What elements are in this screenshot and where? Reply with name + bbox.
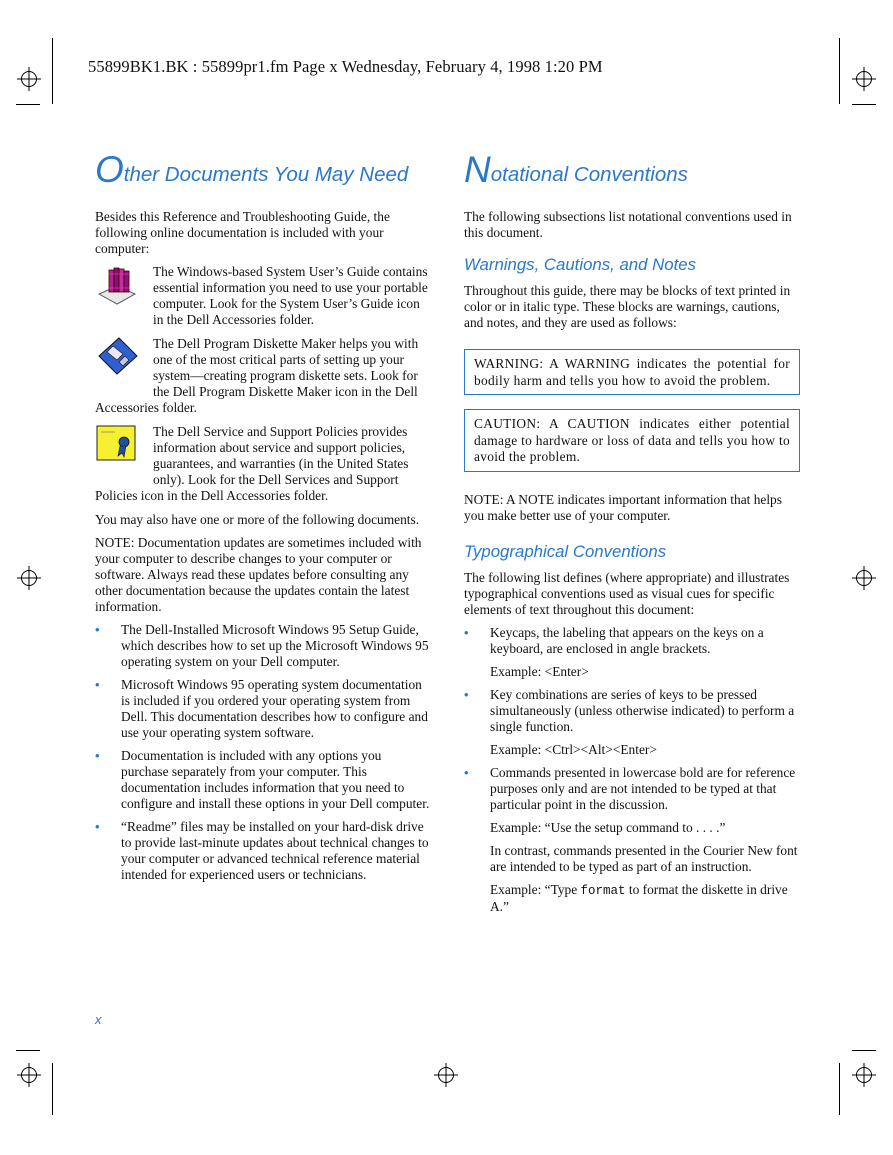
- warnings-intro: Throughout this guide, there may be blocks of text printed in color or in italic type. These blocks are warnings, cautions, and notes, and they are used as follows:: [464, 283, 791, 330]
- bullet-icon: •: [95, 819, 100, 834]
- registration-mark-icon: [852, 1063, 876, 1087]
- icon-item-users-guide: The Windows-based System User’s Guide contains essential information you need to use your portable computer. Look for the System User’s Guide icon in the Dell Accessories folder.: [95, 264, 430, 328]
- bullet-icon: •: [464, 624, 469, 640]
- right-column: [464, 150, 800, 922]
- list-item: • Keycaps, the labeling that appears on the keys on a keyboard, are enclosed in angle brackets. Example: <Enter>: [464, 625, 800, 680]
- bullet-icon: •: [95, 748, 100, 763]
- subsection-title-warnings: Warnings, Cautions, and Notes: [464, 255, 696, 274]
- example-text: Example: “Use the setup command to . . . .”: [490, 819, 726, 835]
- list-item: • Microsoft Windows 95 operating system documentation is included if you ordered your operating system from Dell. This documentation describes how to configure and use your operating system software.: [95, 677, 428, 740]
- registration-mark-icon: [17, 1063, 41, 1087]
- note-paragraph: NOTE: Documentation updates are sometimes included with your computer to describe changes to your computer or software. Always read these updates before consulting any other documentation because the updates contain the latest information.: [95, 535, 422, 614]
- subsection-title-typographical: Typographical Conventions: [464, 541, 667, 561]
- registration-mark-icon: [17, 67, 41, 91]
- icon-item-diskette-maker: The Dell Program Diskette Maker helps you with one of the most critical parts of setting up your system—creating program diskette sets. Look for the Dell Program Diskette Maker icon in the Dell Accessories folder.: [95, 336, 419, 415]
- documents-list: [95, 622, 430, 883]
- certificate-icon: [95, 424, 153, 474]
- list-item: • Commands presented in lowercase bold are for reference purposes only and are not intended to be typed at that particular point in the discussion. Example: “Use the setup command to . . . .” In contrast, commands presented in the Courier New font are intended to be typed as part of an instruction. Example: “Type format to format the diskette in drive A.”: [464, 765, 800, 915]
- icon-item-service-policies: The Dell Service and Support Policies provides information about service and support policies, guarantees, and warranties (in the United States only). Look for the Dell Services and Support Policies icon in the Dell Accessories folder.: [95, 424, 409, 503]
- section-title-notational-conventions: Notational Conventions: [464, 149, 688, 190]
- conventions-list: [464, 625, 800, 915]
- list-item: • Documentation is included with any options you purchase separately from your computer. This documentation includes information that you need to configure and install these options in your Dell computer.: [95, 748, 430, 811]
- section-title-other-documents: Other Documents You May Need: [95, 149, 409, 190]
- typographical-intro: The following list defines (where appropriate) and illustrates typographical conventions used as visual cues for specific elements of text throughout this document:: [464, 569, 790, 617]
- list-item: • Key combinations are series of keys to be pressed simultaneously (unless otherwise indicated) to perform a single function. Example: <Ctrl><Alt><Enter>: [464, 687, 800, 758]
- bullet-icon: •: [464, 764, 469, 780]
- diskette-icon: [95, 336, 153, 386]
- registration-mark-icon: [852, 67, 876, 91]
- intro-paragraph: The following subsections list notational conventions used in this document.: [464, 209, 792, 240]
- bullet-icon: •: [95, 677, 100, 692]
- page-header: 55899BK1.BK : 55899pr1.fm Page x Wednesday, February 4, 1998 1:20 PM: [88, 57, 603, 76]
- warning-box: WARNING: A WARNING indicates the potential for bodily harm and tells you how to avoid the problem.: [464, 349, 800, 395]
- note-paragraph: NOTE: A NOTE indicates important information that helps you make better use of your computer.: [464, 491, 782, 523]
- left-column: [95, 150, 430, 890]
- registration-mark-icon: [17, 566, 41, 590]
- example-text: Example: <Enter>: [490, 663, 589, 679]
- bullet-icon: •: [464, 686, 469, 702]
- registration-mark-icon: [852, 566, 876, 590]
- bullet-icon: •: [95, 622, 100, 637]
- list-item: • “Readme” files may be installed on your hard-disk drive to provide last-minute updates about technical changes to your computer or advanced technical reference material intended for experienced users or technicians.: [95, 819, 429, 882]
- contrast-paragraph: In contrast, commands presented in the Courier New font are intended to be typed as part of an instruction.: [490, 842, 798, 874]
- more-documents-paragraph: You may also have one or more of the following documents.: [95, 512, 420, 527]
- example-text: Example: <Ctrl><Alt><Enter>: [490, 741, 657, 757]
- page-number: x: [95, 1012, 102, 1027]
- example-text: Example: “Type format to format the diskette in drive A.”: [490, 881, 788, 914]
- list-item: • The Dell-Installed Microsoft Windows 95 Setup Guide, which describes how to set up the Microsoft Windows 95 operating system on your Dell computer.: [95, 622, 429, 669]
- registration-mark-icon: [434, 1063, 458, 1087]
- code-text: format: [580, 883, 626, 898]
- books-icon: [95, 264, 153, 314]
- caution-box: CAUTION: A CAUTION indicates either potential damage to hardware or loss of data and tells you how to avoid the problem.: [464, 409, 800, 472]
- intro-paragraph: Besides this Reference and Troubleshooting Guide, the following online documentation is included with your computer:: [95, 209, 390, 256]
